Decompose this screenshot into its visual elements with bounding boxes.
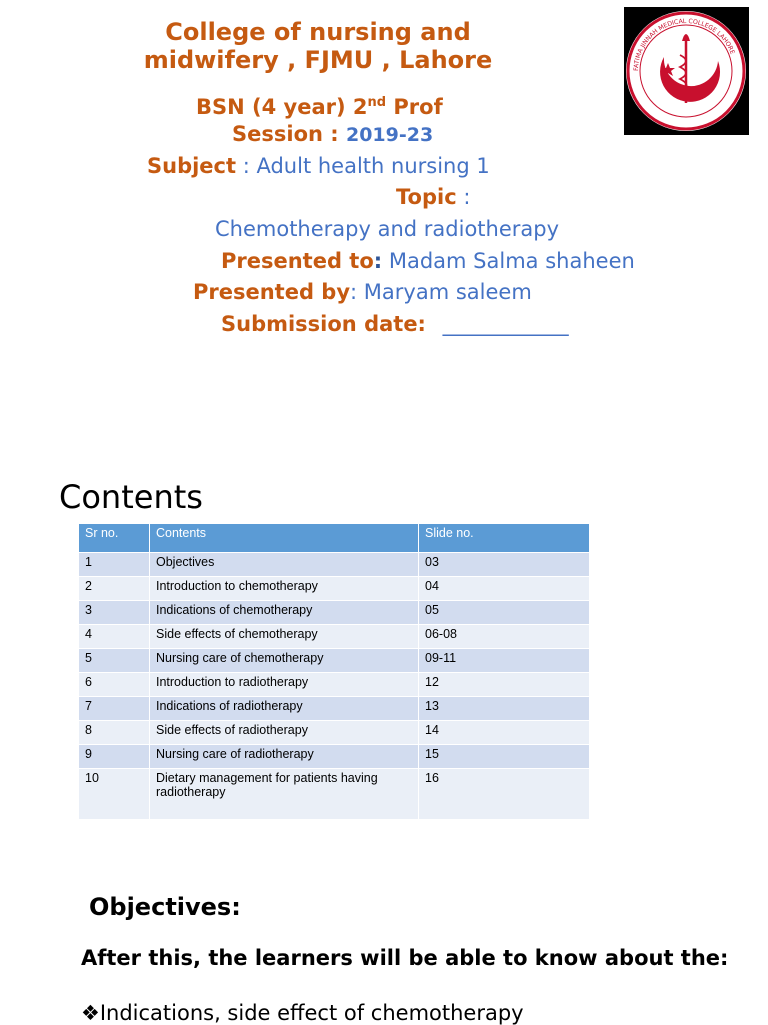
- topic-colon: :: [456, 185, 471, 209]
- session-label: Session :: [232, 122, 346, 146]
- table-row: [79, 601, 590, 625]
- cell-contents: Side effects of radiotherapy: [150, 721, 419, 745]
- submission-value: ____________: [442, 312, 569, 336]
- cell-sr-no: 4: [79, 625, 150, 649]
- objective-text: Indications, side effect of chemotherapy: [99, 1001, 524, 1025]
- presented-to-colon: :: [373, 249, 383, 273]
- cell-contents: Introduction to radiotherapy: [150, 673, 419, 697]
- cell-sr-no: 9: [79, 745, 150, 769]
- presented-to-value: Madam Salma shaheen: [382, 249, 635, 273]
- college-seal-icon: [624, 7, 749, 135]
- cell-slide-no: 15: [419, 745, 590, 769]
- objective-bullet-item: [81, 1001, 524, 1025]
- session-value: 2019-23: [345, 124, 434, 146]
- column-header-slide: Slide no.: [419, 524, 590, 553]
- contents-table: [79, 524, 590, 819]
- cell-sr-no: 6: [79, 673, 150, 697]
- table-row: [79, 697, 590, 721]
- topic-line: [396, 184, 470, 210]
- session-line: [232, 121, 433, 148]
- cell-sr-no: 1: [79, 553, 150, 577]
- presented-to-line: [221, 248, 635, 274]
- seal-text: FATIMA JINNAH MEDICAL COLLEGE LAHORE: [632, 17, 736, 72]
- table-row: [79, 577, 590, 601]
- table-row: [79, 745, 590, 769]
- cell-sr-no: 8: [79, 721, 150, 745]
- cell-sr-no: 3: [79, 601, 150, 625]
- table-row: [79, 625, 590, 649]
- table-row: [79, 721, 590, 745]
- cell-slide-no: 14: [419, 721, 590, 745]
- column-header-contents: Contents: [150, 524, 419, 553]
- presented-by-label: Presented by: [193, 280, 351, 304]
- college-logo: [624, 7, 749, 135]
- presented-by-line: [193, 279, 532, 305]
- contents-table-body: [79, 553, 590, 820]
- subject-label: Subject: [147, 154, 237, 178]
- cell-contents: Indications of radiotherapy: [150, 697, 419, 721]
- table-row: [79, 673, 590, 697]
- cell-slide-no: 09-11: [419, 649, 590, 673]
- cell-contents: Nursing care of chemotherapy: [150, 649, 419, 673]
- cell-contents: Side effects of chemotherapy: [150, 625, 419, 649]
- cell-slide-no: 16: [419, 769, 590, 820]
- cell-contents: Nursing care of radiotherapy: [150, 745, 419, 769]
- cell-contents: Objectives: [150, 553, 419, 577]
- objectives-title: Objectives:: [89, 893, 241, 921]
- program-line: [196, 90, 443, 120]
- cell-slide-no: 04: [419, 577, 590, 601]
- cell-contents: Dietary management for patients having radiotherapy: [150, 769, 419, 820]
- cell-contents: Indications of chemotherapy: [150, 601, 419, 625]
- college-title-line1: College of nursing and: [165, 18, 471, 46]
- objectives-intro: After this, the learners will be able to know about the:: [81, 946, 729, 970]
- diamond-bullet-icon: ❖: [81, 1001, 100, 1025]
- contents-title: Contents: [59, 478, 203, 516]
- column-header-sr: Sr no.: [79, 524, 150, 553]
- cell-slide-no: 05: [419, 601, 590, 625]
- submission-line: [221, 311, 569, 337]
- cell-slide-no: 06-08: [419, 625, 590, 649]
- cell-sr-no: 10: [79, 769, 150, 820]
- presented-by-value: : Maryam saleem: [350, 280, 532, 304]
- program-suffix: Prof: [386, 95, 443, 119]
- topic-label: Topic: [396, 185, 457, 209]
- subject-line: [147, 153, 490, 179]
- subject-value: : Adult health nursing 1: [236, 154, 490, 178]
- cell-sr-no: 5: [79, 649, 150, 673]
- cell-sr-no: 7: [79, 697, 150, 721]
- program-sup: nd: [367, 95, 387, 110]
- cell-sr-no: 2: [79, 577, 150, 601]
- college-title: [0, 18, 636, 74]
- college-title-line2: midwifery , FJMU , Lahore: [143, 46, 493, 74]
- cell-contents: Introduction to chemotherapy: [150, 577, 419, 601]
- table-row: [79, 649, 590, 673]
- cell-slide-no: 03: [419, 553, 590, 577]
- table-row: [79, 553, 590, 577]
- table-header-row: [79, 524, 590, 553]
- cell-slide-no: 12: [419, 673, 590, 697]
- topic-value: Chemotherapy and radiotherapy: [215, 217, 560, 241]
- cell-slide-no: 13: [419, 697, 590, 721]
- table-row: [79, 769, 590, 820]
- presented-to-label: Presented to: [221, 249, 374, 273]
- submission-label: Submission date:: [221, 312, 426, 336]
- program-text: BSN (4 year) 2: [196, 95, 368, 119]
